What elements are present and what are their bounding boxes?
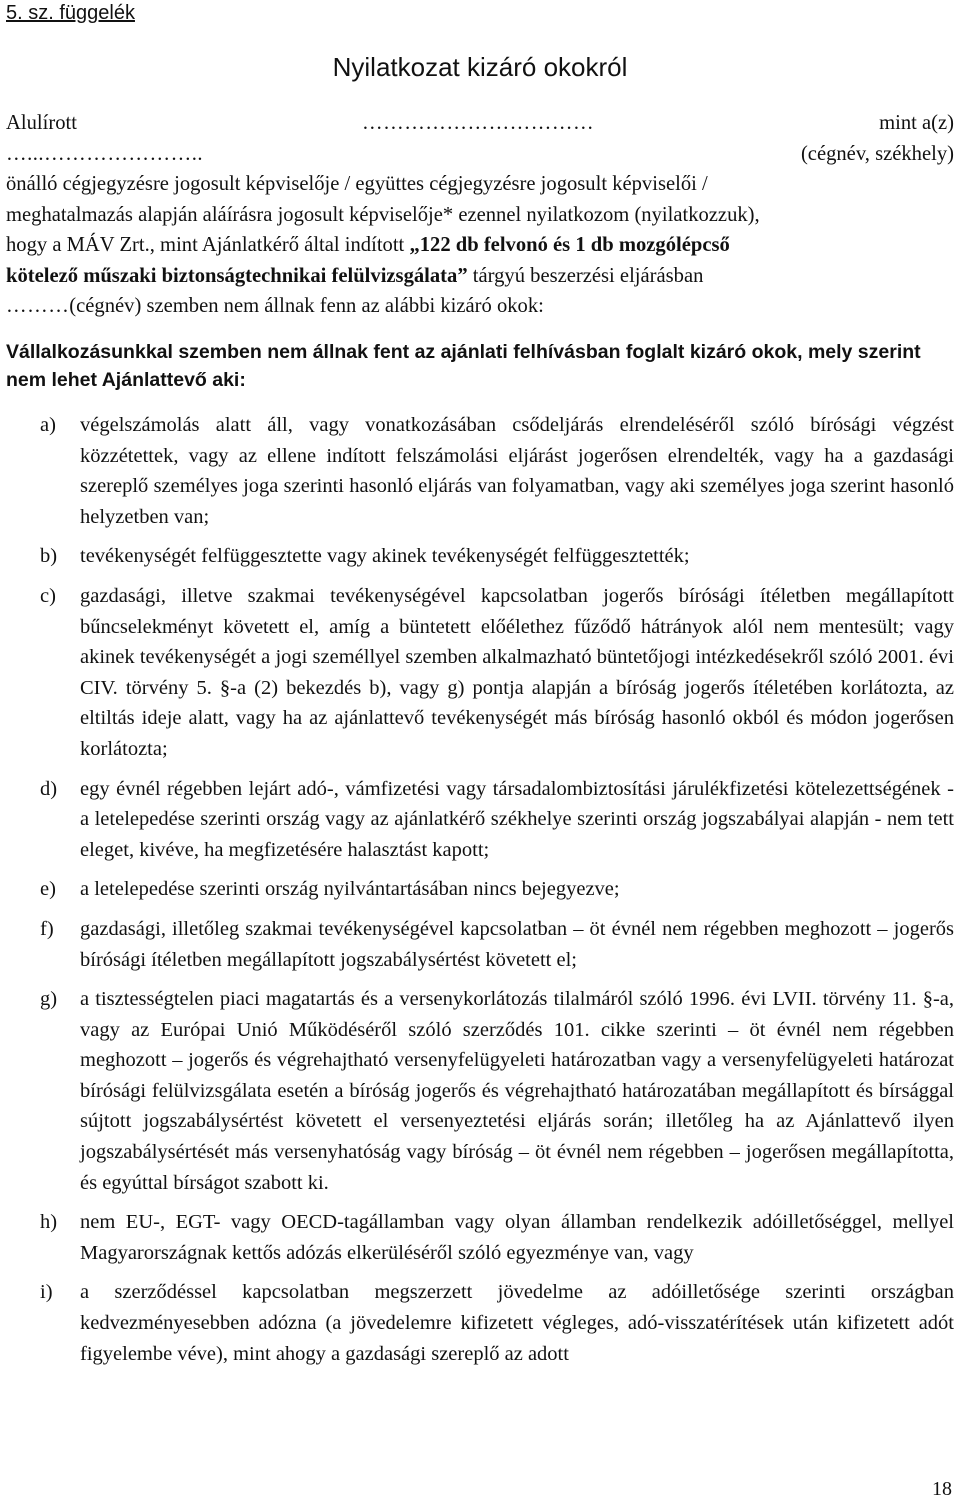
intro-text [6, 230, 730, 261]
procurement-subject: kötelező műszaki biztonságtechnikai felülvizsgálata” [6, 264, 468, 287]
list-item [6, 581, 954, 765]
list-marker: g) [40, 988, 58, 1011]
intro-line [6, 139, 954, 170]
list-item [6, 984, 954, 1198]
list-item-text: a szerződéssel kapcsolatban megszerzett jövedelme az adóilletősége szerinti országban kedvezményesebben adózna (a jövedelemre kifizetett végleges, adó-visszatérítések után kifizetett adót figyelembe véve), mint ahogy a gazdasági szereplő az adott [80, 1281, 954, 1365]
intro-line [6, 230, 954, 261]
list-item [6, 914, 954, 975]
intro-text [6, 261, 703, 292]
appendix-label: 5. sz. függelék [6, 2, 135, 24]
list-marker: h) [40, 1211, 58, 1234]
list-item-text: végelszámolás alatt áll, vagy vonatkozásában csődeljárás elrendeléséről szóló bírósági végzést közzétettek, vagy az ellene indított felszámolási eljárást jogerősen elrendelték, vagy ha a gazdasági szereplő személyes joga szerinti hasonló eljárás van folyamatban, vagy aki személyes joga szerint hasonló helyzetben van; [80, 414, 954, 528]
list-marker: a) [40, 414, 56, 436]
list-marker: d) [40, 777, 58, 800]
intro-line [6, 200, 954, 231]
intro-word: (cégnév, székhely) [800, 142, 954, 165]
procurement-subject: „122 db felvonó és 1 db mozgólépcső [409, 234, 730, 256]
exclusion-list [6, 410, 954, 1378]
list-marker: e) [40, 878, 56, 901]
list-marker: f) [40, 917, 54, 940]
list-item [6, 874, 954, 905]
list-marker: i) [40, 1281, 53, 1304]
list-item [6, 1207, 954, 1268]
intro-line [6, 261, 954, 292]
list-item-text: tevékenységét felfüggesztette vagy akinek tevékenységét felfüggesztették; [80, 545, 690, 568]
intro-text: meghatalmazás alapján aláírásra jogosult képviselője* ezennel nyilatkozom (nyilatkozzuk), [6, 203, 760, 226]
document-title: Nyilatkozat kizáró okokról [332, 52, 628, 82]
list-item [6, 1277, 954, 1369]
list-item-text: gazdasági, illetőleg szakmai tevékenységével kapcsolatban – öt évnél nem régebben meghozott – jogerős bírósági ítéletben megállapított jogszabálysértést követett el; [80, 917, 954, 971]
intro-text: önálló cégjegyzésre jogosult képviselője / együttes cégjegyzésre jogosult képviselői / [6, 173, 708, 195]
intro-word: mint a(z) [879, 112, 954, 134]
intro-text-part: (cégnév) szemben nem állnak fenn az alábbi kizáró okok: [69, 295, 544, 317]
list-item-text: nem EU-, EGT- vagy OECD-tagállamban vagy olyan államban rendelkezik adóilletőséggel, mellyel Magyarországnak kettős adózás elkerüléséről szóló egyezménye van, vagy [80, 1211, 954, 1264]
list-item-text: egy évnél régebben lejárt adó-, vámfizetési vagy társadalombiztosítási járulékfizetési kötelezettségének - a letelepedése szerinti ország vagy az ajánlatkérő székhelye szerinti ország jogszabályai alapján - nem tett eleget, kivéve, ha megfizetésére halasztást kapott; [80, 777, 954, 861]
list-item-text: a tisztességtelen piaci magatartás és a versenykorlátozás tilalmáról szóló 1996. évi LVII. törvény 11. §-a, vagy az Európai Unió Működéséről szóló szerződés 101. cikke szerinti – öt évnél nem régebben meghozott – jogerős és végrehajtható versenyfelügyeleti határozatban vagy a versenyfelügyeleti határozat bírósági felülvizsgálata esetén a bíróság jogerős és végrehajtható határozatában megállapított és bírsággal sújtott jogszabálysértést követett el versenyeztetési eljárás során; illetőleg ha az Ajánlattevő ilyen jogszabálysértését más versenyhatóság vagy bíróság – öt évnél nem régebben – jogerősen megállapította, és egyúttal bírságot szabott ki. [80, 988, 954, 1194]
list-item-text: gazdasági, illetve szakmai tevékenységével kapcsolatban jogerős bírósági ítéletben megállapított bűncselekményt követett el, amíg a büntetett előélethez fűződő hátrányok alól nem mentesült; vagy akinek tevékenységét a jogi személlyel szemben alkalmazható büntetőjogi intézkedésekről szóló 2001. évi CIV. törvény 5. §-a (2) bekezdés b), vagy g) pontja alapján a bíróság jogerős ítéletében korlátozta, az eltiltás ideje alatt, vagy ha az ajánlattevő tevékenységét más bíróság hasonló okból és módon jogerősen korlátozta; [80, 584, 954, 760]
list-marker: b) [40, 545, 58, 568]
intro-word: Alulírott [6, 112, 77, 134]
section-heading: Vállalkozásunkkal szemben nem állnak fent az ajánlati felhívásban foglalt kizáró okok, mely szerint nem lehet Ajánlattevő aki: [6, 341, 921, 391]
list-item [6, 541, 954, 572]
list-item-text: a letelepedése szerinti ország nyilvántartásában nincs bejegyezve; [80, 878, 620, 901]
page-number: 18 [932, 1478, 952, 1500]
intro-text-part: hogy a MÁV Zrt., mint Ajánlatkérő által indított [6, 234, 410, 256]
intro-line [6, 291, 954, 322]
list-item [6, 410, 954, 532]
fill-in-blank: …...………………….. [6, 142, 203, 165]
fill-in-blank: …………………………… [362, 112, 595, 134]
list-item [6, 774, 954, 866]
intro-text-part: tárgyú beszerzési eljárásban [467, 264, 704, 287]
intro-paragraph [6, 108, 954, 322]
intro-line [6, 108, 954, 139]
fill-in-blank: ……… [6, 295, 70, 317]
list-marker: c) [40, 584, 56, 607]
intro-line [6, 169, 954, 200]
